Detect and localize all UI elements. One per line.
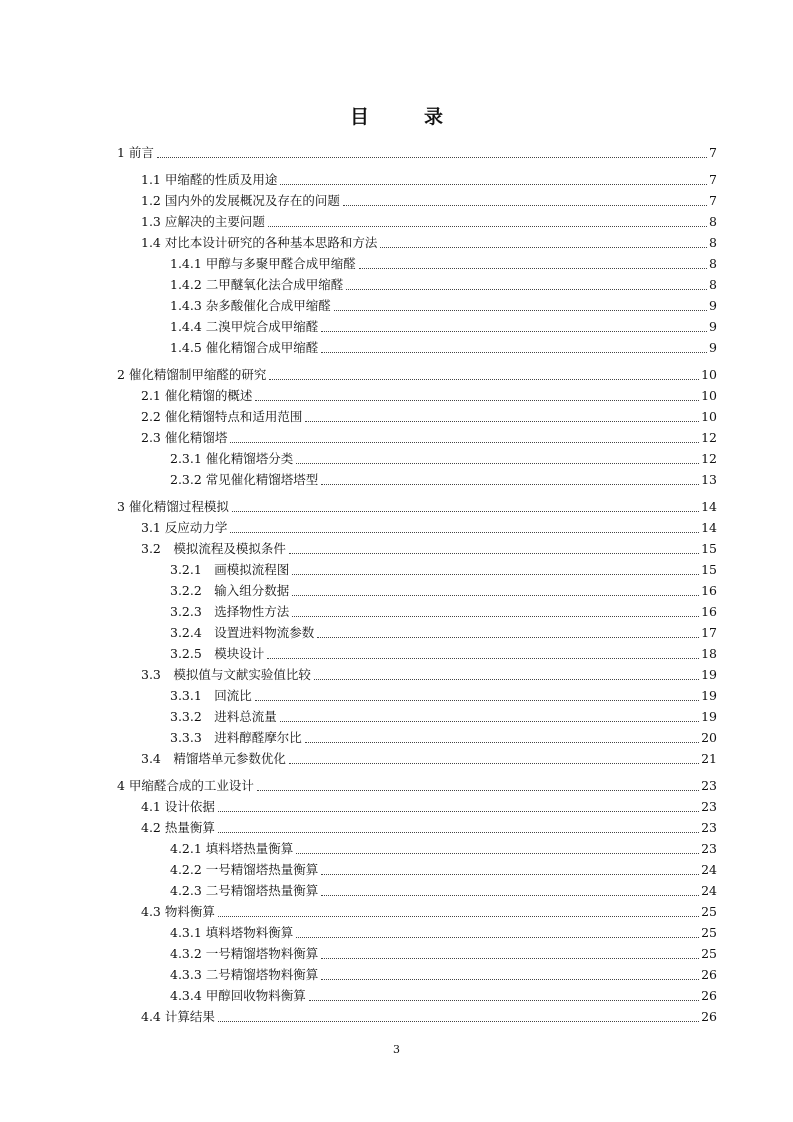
dot-leader	[280, 703, 699, 722]
toc-entry-title: 4 甲缩醛合成的工业设计	[117, 778, 254, 793]
toc-entry-page: 23	[701, 841, 717, 856]
toc-entry-title: 4.3.4 甲醇回收物料衡算	[170, 988, 306, 1003]
toc-entry-title: 3.2.4 设置进料物流参数	[170, 625, 315, 640]
toc-entry[interactable]	[141, 1008, 717, 1026]
toc-entry-title: 3.3.2 进料总流量	[170, 709, 277, 724]
toc-entry-page: 20	[701, 730, 717, 745]
toc-entry-page: 23	[701, 820, 717, 835]
toc-entry-page: 26	[701, 967, 717, 982]
toc-entry-title: 2 催化精馏制甲缩醛的研究	[117, 367, 267, 382]
dot-leader	[289, 535, 699, 554]
toc-entry-title: 4.3 物料衡算	[141, 904, 215, 919]
toc-entry-title: 2.3.2 常见催化精馏塔塔型	[170, 472, 319, 487]
dot-leader	[218, 898, 699, 917]
toc-entry-page: 24	[701, 862, 717, 877]
dot-leader	[289, 745, 699, 764]
toc-entry-title: 1.2 国内外的发展概况及存在的问题	[141, 193, 340, 208]
toc-entry-page: 7	[709, 145, 717, 160]
toc-entry-title: 3.3 模拟值与文献实验值比较	[141, 667, 311, 682]
toc-entry-page: 23	[701, 778, 717, 793]
dot-leader	[380, 229, 707, 248]
dot-leader	[296, 835, 699, 854]
dot-leader	[230, 424, 699, 443]
toc-entry-title: 1 前言	[117, 145, 154, 160]
page-title: 目 录	[349, 106, 461, 128]
dot-leader	[321, 961, 699, 980]
toc-entry-page: 25	[701, 904, 717, 919]
dot-leader	[309, 982, 699, 1001]
toc-entry-title: 1.4.2 二甲醚氧化法合成甲缩醛	[170, 277, 344, 292]
dot-leader	[359, 250, 707, 269]
dot-leader	[321, 856, 699, 875]
toc-entry-page: 8	[709, 277, 717, 292]
toc-entry-page: 7	[709, 193, 717, 208]
toc-entry-title: 2.1 催化精馏的概述	[141, 388, 253, 403]
toc-entry-page: 18	[701, 646, 717, 661]
toc-entry[interactable]	[117, 144, 717, 162]
page-number: 3	[393, 1043, 400, 1056]
toc-entry-page: 26	[701, 1009, 717, 1024]
dot-leader	[296, 919, 699, 938]
toc-entry-title: 2.3 催化精馏塔	[141, 430, 228, 445]
toc-entry[interactable]	[170, 339, 717, 357]
toc-entry-page: 25	[701, 946, 717, 961]
toc-entry-page: 12	[701, 451, 717, 466]
toc-entry-title: 3.2.3 选择物性方法	[170, 604, 290, 619]
toc-entry-title: 3.1 反应动力学	[141, 520, 228, 535]
dot-leader	[321, 940, 699, 959]
toc-entry-page: 24	[701, 883, 717, 898]
dot-leader	[255, 682, 699, 701]
dot-leader	[305, 403, 699, 422]
toc-entry-title: 1.4.3 杂多酸催化合成甲缩醛	[170, 298, 331, 313]
toc-entry-page: 17	[701, 625, 717, 640]
dot-leader	[280, 166, 707, 185]
toc-entry-title: 4.2.1 填料塔热量衡算	[170, 841, 294, 856]
dot-leader	[321, 877, 699, 896]
toc-entry-title: 3.2.1 画模拟流程图	[170, 562, 290, 577]
toc-entry-page: 19	[701, 667, 717, 682]
toc-entry-page: 14	[701, 520, 717, 535]
toc-entry-page: 9	[709, 319, 717, 334]
toc-entry-page: 10	[701, 388, 717, 403]
toc-entry-page: 9	[709, 298, 717, 313]
toc-entry-page: 19	[701, 688, 717, 703]
toc-entry-page: 19	[701, 709, 717, 724]
dot-leader	[343, 187, 707, 206]
dot-leader	[269, 361, 699, 380]
toc-entry-title: 1.4.5 催化精馏合成甲缩醛	[170, 340, 319, 355]
toc-entry-page: 14	[701, 499, 717, 514]
toc-entry-title: 1.4 对比本设计研究的各种基本思路和方法	[141, 235, 378, 250]
toc-entry-page: 16	[701, 583, 717, 598]
toc-entry-page: 10	[701, 409, 717, 424]
toc-entry-title: 2.2 催化精馏特点和适用范围	[141, 409, 303, 424]
toc-entry-page: 15	[701, 562, 717, 577]
toc-entry-page: 7	[709, 172, 717, 187]
toc-entry-page: 26	[701, 988, 717, 1003]
toc-entry-page: 9	[709, 340, 717, 355]
toc-entry-title: 3.2.2 输入组分数据	[170, 583, 290, 598]
toc-entry-page: 21	[701, 751, 717, 766]
dot-leader	[314, 661, 699, 680]
toc-entry-title: 4.2 热量衡算	[141, 820, 215, 835]
dot-leader	[317, 619, 699, 638]
toc-entry-page: 13	[701, 472, 717, 487]
dot-leader	[218, 1003, 699, 1022]
toc-entry-page: 16	[701, 604, 717, 619]
dot-leader	[157, 139, 707, 158]
toc-entry[interactable]	[141, 750, 717, 768]
dot-leader	[292, 577, 699, 596]
toc-entry-title: 4.3.3 二号精馏塔物料衡算	[170, 967, 319, 982]
toc-entry-title: 4.1 设计依据	[141, 799, 215, 814]
toc-entry-title: 1.4.4 二溴甲烷合成甲缩醛	[170, 319, 319, 334]
toc-entry-page: 23	[701, 799, 717, 814]
toc-entry-page: 15	[701, 541, 717, 556]
toc-entry-page: 8	[709, 256, 717, 271]
dot-leader	[292, 556, 699, 575]
toc-entry-title: 3.4 精馏塔单元参数优化	[141, 751, 286, 766]
toc-entry-page: 8	[709, 235, 717, 250]
toc-entry-title: 4.4 计算结果	[141, 1009, 215, 1024]
toc-entry-page: 8	[709, 214, 717, 229]
dot-leader	[255, 382, 699, 401]
toc-entry-title: 4.3.2 一号精馏塔物料衡算	[170, 946, 319, 961]
dot-leader	[296, 445, 699, 464]
dot-leader	[257, 772, 699, 791]
toc-entry-title: 4.2.2 一号精馏塔热量衡算	[170, 862, 319, 877]
toc-entry-title: 1.1 甲缩醛的性质及用途	[141, 172, 278, 187]
toc-entry-title: 3.3.1 回流比	[170, 688, 252, 703]
dot-leader	[346, 271, 707, 290]
toc-entry-title: 3.2 模拟流程及模拟条件	[141, 541, 286, 556]
toc-entry-title: 1.3 应解决的主要问题	[141, 214, 265, 229]
toc-entry-page: 10	[701, 367, 717, 382]
toc-entry-title: 4.3.1 填料塔物料衡算	[170, 925, 294, 940]
toc-entry-page: 25	[701, 925, 717, 940]
toc-entry-title: 4.2.3 二号精馏塔热量衡算	[170, 883, 319, 898]
toc-entry-title: 3 催化精馏过程模拟	[117, 499, 229, 514]
dot-leader	[321, 313, 707, 332]
dot-leader	[218, 793, 699, 812]
dot-leader	[230, 514, 699, 533]
dot-leader	[305, 724, 699, 743]
toc-entry-page: 12	[701, 430, 717, 445]
toc-entry-title: 1.4.1 甲醇与多聚甲醛合成甲缩醛	[170, 256, 356, 271]
toc-entry-title: 3.3.3 进料醇醛摩尔比	[170, 730, 302, 745]
dot-leader	[232, 493, 699, 512]
dot-leader	[334, 292, 707, 311]
toc-entry-title: 3.2.5 模块设计	[170, 646, 265, 661]
dot-leader	[218, 814, 699, 833]
dot-leader	[321, 466, 699, 485]
toc-entry-title: 2.3.1 催化精馏塔分类	[170, 451, 294, 466]
dot-leader	[292, 598, 699, 617]
toc-entry[interactable]	[170, 471, 717, 489]
dot-leader	[268, 208, 707, 227]
dot-leader	[321, 334, 707, 353]
dot-leader	[267, 640, 699, 659]
